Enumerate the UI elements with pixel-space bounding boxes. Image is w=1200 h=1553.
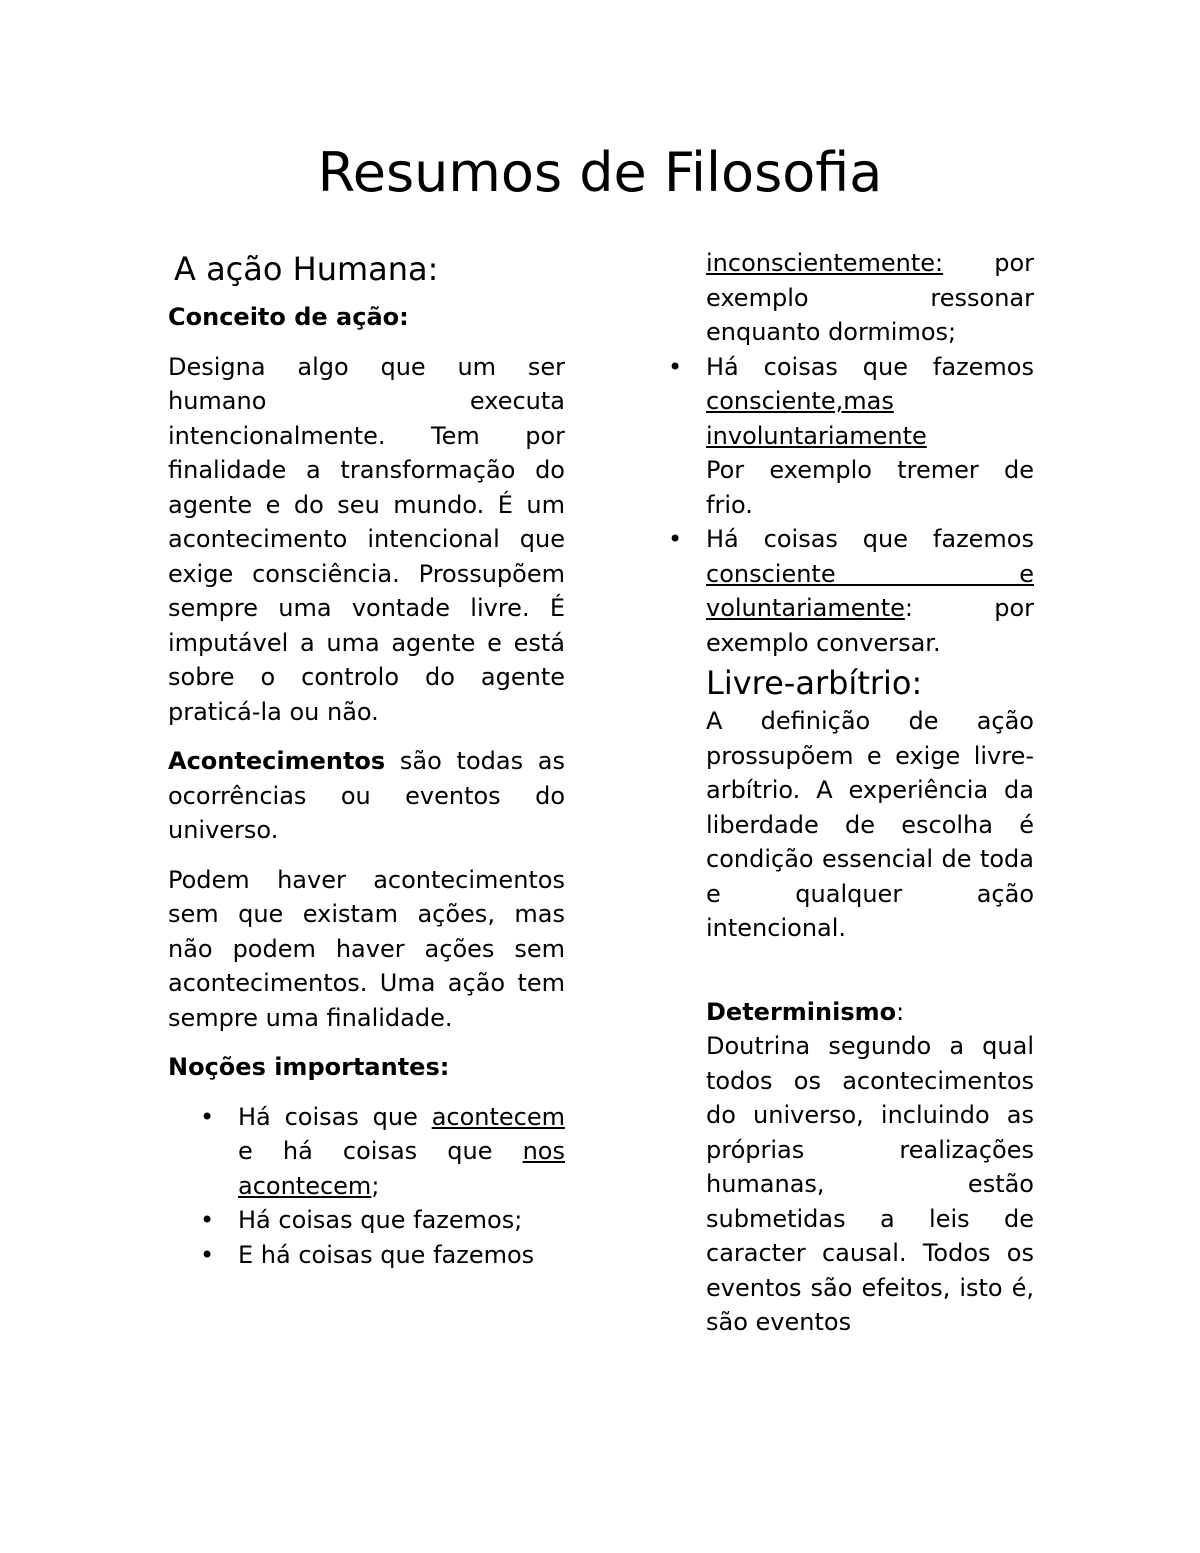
determinism-term: Determinismo <box>706 997 897 1026</box>
list-item: • Há coisas que fazemos; <box>238 1203 565 1238</box>
blank-line <box>706 961 1034 995</box>
events-paragraph-2: Podem haver acontecimentos sem que existam ações, mas não podem haver ações sem acontecimentos. Uma ação tem sempre uma finalidade. <box>168 865 565 1032</box>
underlined-term: acontecem <box>431 1102 565 1131</box>
determinism-heading <box>706 995 1034 1030</box>
events-definition: são todas as ocorrências ou eventos do universo. <box>168 747 565 844</box>
list-item-text: : por exemplo conversar. <box>706 594 1034 657</box>
list-item-text: Há coisas que <box>238 1102 432 1131</box>
list-item-text: ; <box>371 1171 380 1200</box>
list-item-text: Há coisas que fazemos <box>706 525 1034 553</box>
document-title: Resumos de Filosofia <box>317 141 883 204</box>
underlined-term: inconscientemente: <box>706 249 944 277</box>
events-term: Acontecimentos <box>168 747 386 775</box>
right-column <box>706 246 1034 1355</box>
determinism-paragraph: Doutrina segundo a qual todos os acontecimentos do universo, incluindo as próprias realizações humanas, estão submetidas a leis de caracter causal. Todos os eventos são efeitos, isto é, são eventos <box>706 1032 1034 1336</box>
notions-list-continued <box>706 350 1034 661</box>
list-item-example: Por exemplo tremer de frio. <box>706 456 1034 519</box>
section-heading-human-action: A ação Humana: <box>174 250 439 288</box>
free-will-paragraph: A definição de ação prossupõem e exige livre-arbítrio. A experiência da liberdade de escolha é condição essencial de toda e qualquer ação intencional. <box>706 707 1034 942</box>
list-item-text: Há coisas que fazemos <box>706 352 1034 381</box>
list-item <box>706 522 1034 660</box>
continued-list-item <box>706 246 1034 350</box>
underlined-term: nos acontecem <box>238 1137 565 1200</box>
left-column <box>168 248 565 1272</box>
notions-heading: Noções importantes: <box>168 1053 450 1081</box>
list-item: • E há coisas que fazemos <box>238 1238 565 1273</box>
list-item-text: por exemplo ressonar enquanto dormimos; <box>706 249 1034 346</box>
list-item-text: e há coisas que <box>238 1137 523 1165</box>
list-item <box>706 350 1034 523</box>
determinism-colon: : <box>896 997 905 1026</box>
section-heading-free-will: Livre-arbítrio: <box>706 664 923 702</box>
notions-list <box>168 1100 565 1273</box>
concept-paragraph: Designa algo que um ser humano executa intencionalmente. Tem por finalidade a transformação do agente e do seu mundo. É um acontecimento intencional que exige consciência. Prossupõem sempre uma vontade livre. É imputável a uma agente e está sobre o controlo do agente praticá-la ou não. <box>168 352 565 726</box>
underlined-term: consciente e voluntariamente <box>706 559 1034 622</box>
list-item <box>238 1100 565 1204</box>
concept-heading: Conceito de ação: <box>168 303 409 331</box>
events-paragraph <box>168 744 565 848</box>
underlined-term: consciente,mas involuntariamente <box>706 387 927 450</box>
